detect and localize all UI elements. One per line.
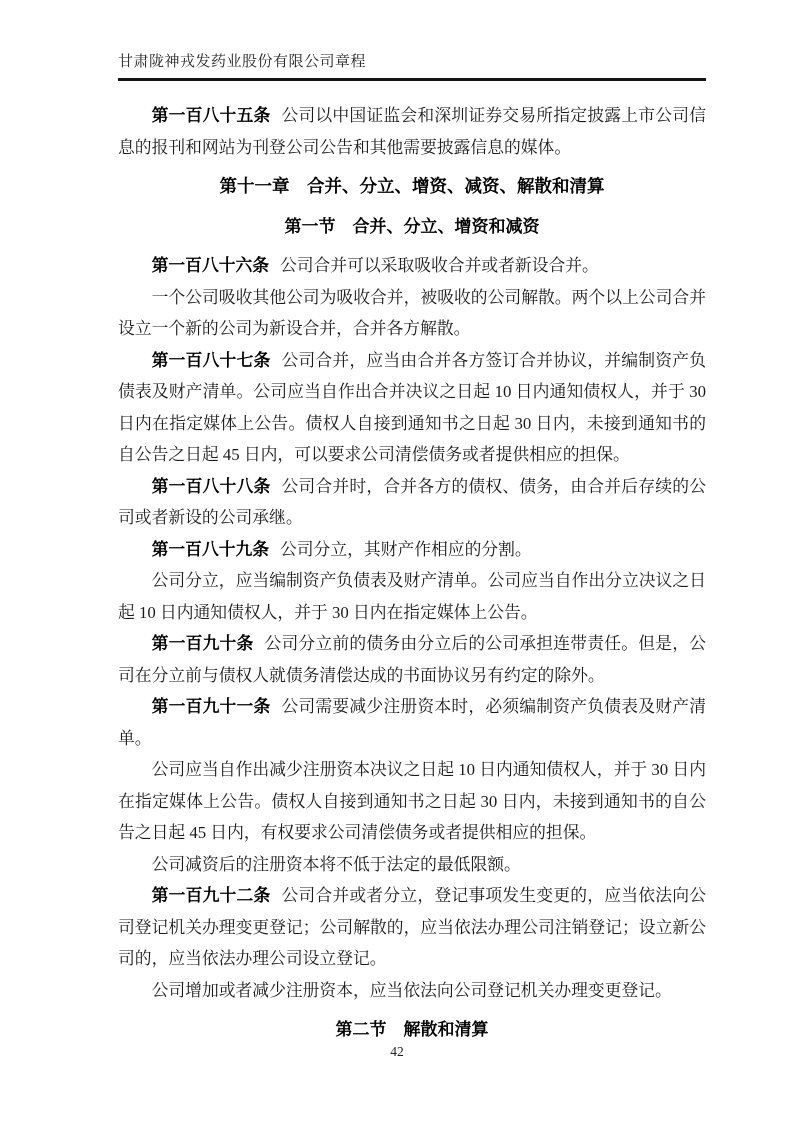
article-paragraph <box>118 345 706 471</box>
article-text: 公司需要减少注册资本时，必须编制资产负债表及财产清单。 <box>118 697 706 748</box>
article-number: 第一百八十八条 <box>151 476 271 496</box>
page-header-title: 甘肃陇神戎发药业股份有限公司章程 <box>118 50 706 81</box>
section-heading: 第二节 解散和清算 <box>335 1020 489 1039</box>
article-number: 第一百八十五条 <box>151 106 271 125</box>
paragraph-text: 公司应当自作出减少注册资本决议之日起 10 日内通知债权人，并于 30 日内在指定媒体上公告。债权人自接到通知书之日起 30 日内，未接到通知书的自公告之日起 45 日内，有权要求公司清偿债务或者提供相应的担保。 <box>118 760 706 842</box>
page-number: 42 <box>390 1044 404 1059</box>
paragraph-text: 公司分立，应当编制资产负债表及财产清单。公司应当自作出分立决议之日起 10 日内通知债权人，并于 30 日内在指定媒体上公告。 <box>118 571 706 622</box>
paragraph-text: 公司减资后的注册资本将不低于法定的最低限额。 <box>151 854 521 874</box>
body-paragraph <box>118 565 706 628</box>
article-text: 公司以中国证监会和深圳证券交易所指定披露上市公司信息的报刊和网站为刊登公司公告和其他需要披露信息的媒体。 <box>118 106 706 157</box>
paragraph-text: 一个公司吸收其他公司为吸收合并，被吸收的公司解散。两个以上公司合并设立一个新的公司为新设合并，合并各方解散。 <box>118 287 706 338</box>
article-text: 公司分立，其财产作相应的分割。 <box>279 539 532 559</box>
article-text: 公司合并可以采取吸收合并或者新设合并。 <box>279 256 599 275</box>
body-paragraph <box>118 754 706 849</box>
section-heading: 第一节 合并、分立、增资和减资 <box>284 216 540 236</box>
article-text: 公司合并，应当由合并各方签订合并协议，并编制资产负债表及财产清单。公司应当自作出合并决议之日起 10 日内通知债权人，并于 30 日内在指定媒体上公告。债权人自接到通知书之日起 30 日内，未接到通知书的自公告之日起 45 日内，可以要求公司清偿债务或者提供相应的担保。 <box>118 350 706 464</box>
document-body <box>118 100 706 1046</box>
article-paragraph <box>118 628 706 691</box>
article-paragraph <box>118 691 706 754</box>
article-paragraph <box>118 100 706 163</box>
article-paragraph <box>118 250 706 282</box>
article-number: 第一百九十一条 <box>151 697 271 716</box>
article-number: 第一百八十九条 <box>151 539 270 559</box>
article-paragraph <box>118 534 706 566</box>
paragraph-text: 公司增加或者减少注册资本，应当依法向公司登记机关办理变更登记。 <box>151 980 672 1000</box>
body-paragraph <box>118 975 706 1007</box>
article-paragraph <box>118 880 706 975</box>
body-paragraph <box>118 282 706 345</box>
body-paragraph <box>118 849 706 881</box>
article-text: 公司分立前的债务由分立后的公司承担连带责任。但是，公司在分立前与债权人就债务清偿达成的书面协议另有约定的除外。 <box>118 634 706 685</box>
chapter-heading: 第十一章 合并、分立、增资、减资、解散和清算 <box>219 176 605 196</box>
article-text: 公司合并时，合并各方的债权、债务，由合并后存续的公司或者新设的公司承继。 <box>118 476 706 527</box>
article-paragraph <box>118 471 706 534</box>
article-number: 第一百九十二条 <box>151 886 271 905</box>
article-number: 第一百九十条 <box>151 634 254 653</box>
article-number: 第一百八十七条 <box>151 350 271 370</box>
article-text: 公司合并或者分立，登记事项发生变更的，应当依法向公司登记机关办理变更登记；公司解散的，应当依法办理公司注销登记；设立新公司的，应当依法办理公司设立登记。 <box>118 886 706 968</box>
article-number: 第一百八十六条 <box>151 256 270 275</box>
